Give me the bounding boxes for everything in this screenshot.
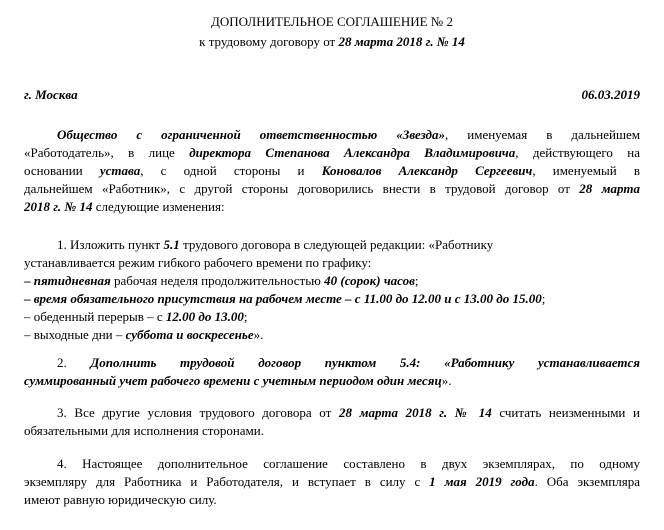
employee-name: Коновалов Александр Сергеевич xyxy=(321,163,533,178)
new-clause: Дополнить трудовой договор пунктом 5.4: «Работнику устанавливается xyxy=(90,355,640,370)
lunch-break: 12.00 до 13.00 xyxy=(165,309,244,324)
dash: – xyxy=(24,291,34,306)
place-date-row xyxy=(24,87,640,103)
contract-date: 2018 г. № 14 xyxy=(24,199,93,214)
core-hours: время обязательного присутствия на рабочем месте – с 11.00 до 12.00 и с 13.00 до 15.00 xyxy=(33,291,542,306)
p2-text: ; xyxy=(541,291,546,306)
p1-text: «Работодатель», в лице xyxy=(24,145,190,160)
p2-text: ; xyxy=(243,309,248,324)
p5-line-2 xyxy=(24,473,640,491)
p1-text: основании xyxy=(24,163,100,178)
p5-text: . Оба экземпляра xyxy=(534,474,641,489)
p1-line-3 xyxy=(24,162,640,180)
title-line-2-prefix: к трудовому договору от xyxy=(199,34,339,49)
p2-text: ; xyxy=(414,273,419,288)
p1-line-5 xyxy=(24,198,640,216)
p2-text: трудового договора в следующей редакции: «Работнику xyxy=(179,237,494,252)
p2-text: – выходные дни – xyxy=(24,327,126,342)
p5-line-1: 4. Настоящее дополнительное соглашение составлено в двух экземплярах, по одному xyxy=(57,456,640,471)
title-line-1: ДОПОЛНИТЕЛЬНОЕ СОГЛАШЕНИЕ № 2 xyxy=(211,14,453,29)
clause-number: 5.1 xyxy=(163,237,180,252)
p1-text: следующие изменения: xyxy=(92,199,225,214)
days-off: суббота и воскресенье xyxy=(125,327,254,342)
p1-text: , именуемая в дальнейшем xyxy=(444,127,640,142)
effective-date: 1 мая 2019 года xyxy=(429,474,535,489)
p2-line-5 xyxy=(24,308,640,326)
basis-document: устава xyxy=(99,163,141,178)
p1-text: , с одной стороны и xyxy=(140,163,322,178)
paragraph-item-3 xyxy=(24,404,640,440)
contract-reference: 28 марта 2018 г. № 14 xyxy=(338,405,492,420)
p3-line-2 xyxy=(24,372,640,390)
director-name: директора Степанова Александра Владимировича xyxy=(189,145,516,160)
paragraph-item-1 xyxy=(24,236,640,344)
p1-text: , действующего на xyxy=(515,145,640,160)
place-label: г. Москва xyxy=(24,87,78,102)
p1-line-2 xyxy=(24,144,640,162)
p3-text: 2. xyxy=(57,355,91,370)
document-title xyxy=(0,14,664,50)
p1-line-4 xyxy=(24,180,640,198)
p5-text: экземпляру для Работника и Работодателя, и вступает в силу с xyxy=(24,474,430,489)
p2-text: – обеденный перерыв – с xyxy=(24,309,166,324)
paragraph-parties xyxy=(24,126,640,216)
p1-text: дальнейшем «Работник», с другой стороны договорились внести в трудовой договор от xyxy=(24,181,580,196)
p2-line-2: устанавливается режим гибкого рабочего времени по графику: xyxy=(24,255,372,270)
p4-text: 3. Все другие условия трудового договора от xyxy=(57,405,339,420)
paragraph-item-2 xyxy=(24,354,640,390)
title-line-2 xyxy=(0,34,664,50)
p2-line-6 xyxy=(24,326,640,344)
dash: – xyxy=(24,273,34,288)
p4-text: считать неизменными и xyxy=(491,405,640,420)
p2-line-3 xyxy=(24,272,640,290)
p3-line-1 xyxy=(24,354,640,372)
weekly-hours: 40 (сорок) часов xyxy=(324,273,415,288)
date-label: 06.03.2019 xyxy=(581,87,640,102)
new-clause: суммированный учет рабочего времени с учетным периодом один месяц xyxy=(24,373,442,388)
p1-line-1 xyxy=(24,126,640,144)
contract-date: 28 марта xyxy=(579,181,640,196)
p1-text: , именуемый в xyxy=(532,163,640,178)
company-name: Общество с ограниченной ответственностью «Звезда» xyxy=(57,127,445,142)
p2-text: ». xyxy=(253,327,264,342)
p3-text: ». xyxy=(441,373,452,388)
p4-line-1 xyxy=(24,404,640,422)
p2-line-4 xyxy=(24,290,640,308)
workweek-type: пятидневная xyxy=(33,273,111,288)
paragraph-item-4 xyxy=(24,455,640,509)
p4-line-2: обязательными для исполнения сторонами. xyxy=(24,423,264,438)
contract-reference: 28 марта 2018 г. № 14 xyxy=(338,34,465,49)
p2-text: рабочая неделя продолжительностью xyxy=(110,273,325,288)
p2-text: 1. Изложить пункт xyxy=(57,237,164,252)
p2-line-1 xyxy=(24,236,640,254)
p5-line-3: имеют равную юридическую силу. xyxy=(24,492,217,507)
